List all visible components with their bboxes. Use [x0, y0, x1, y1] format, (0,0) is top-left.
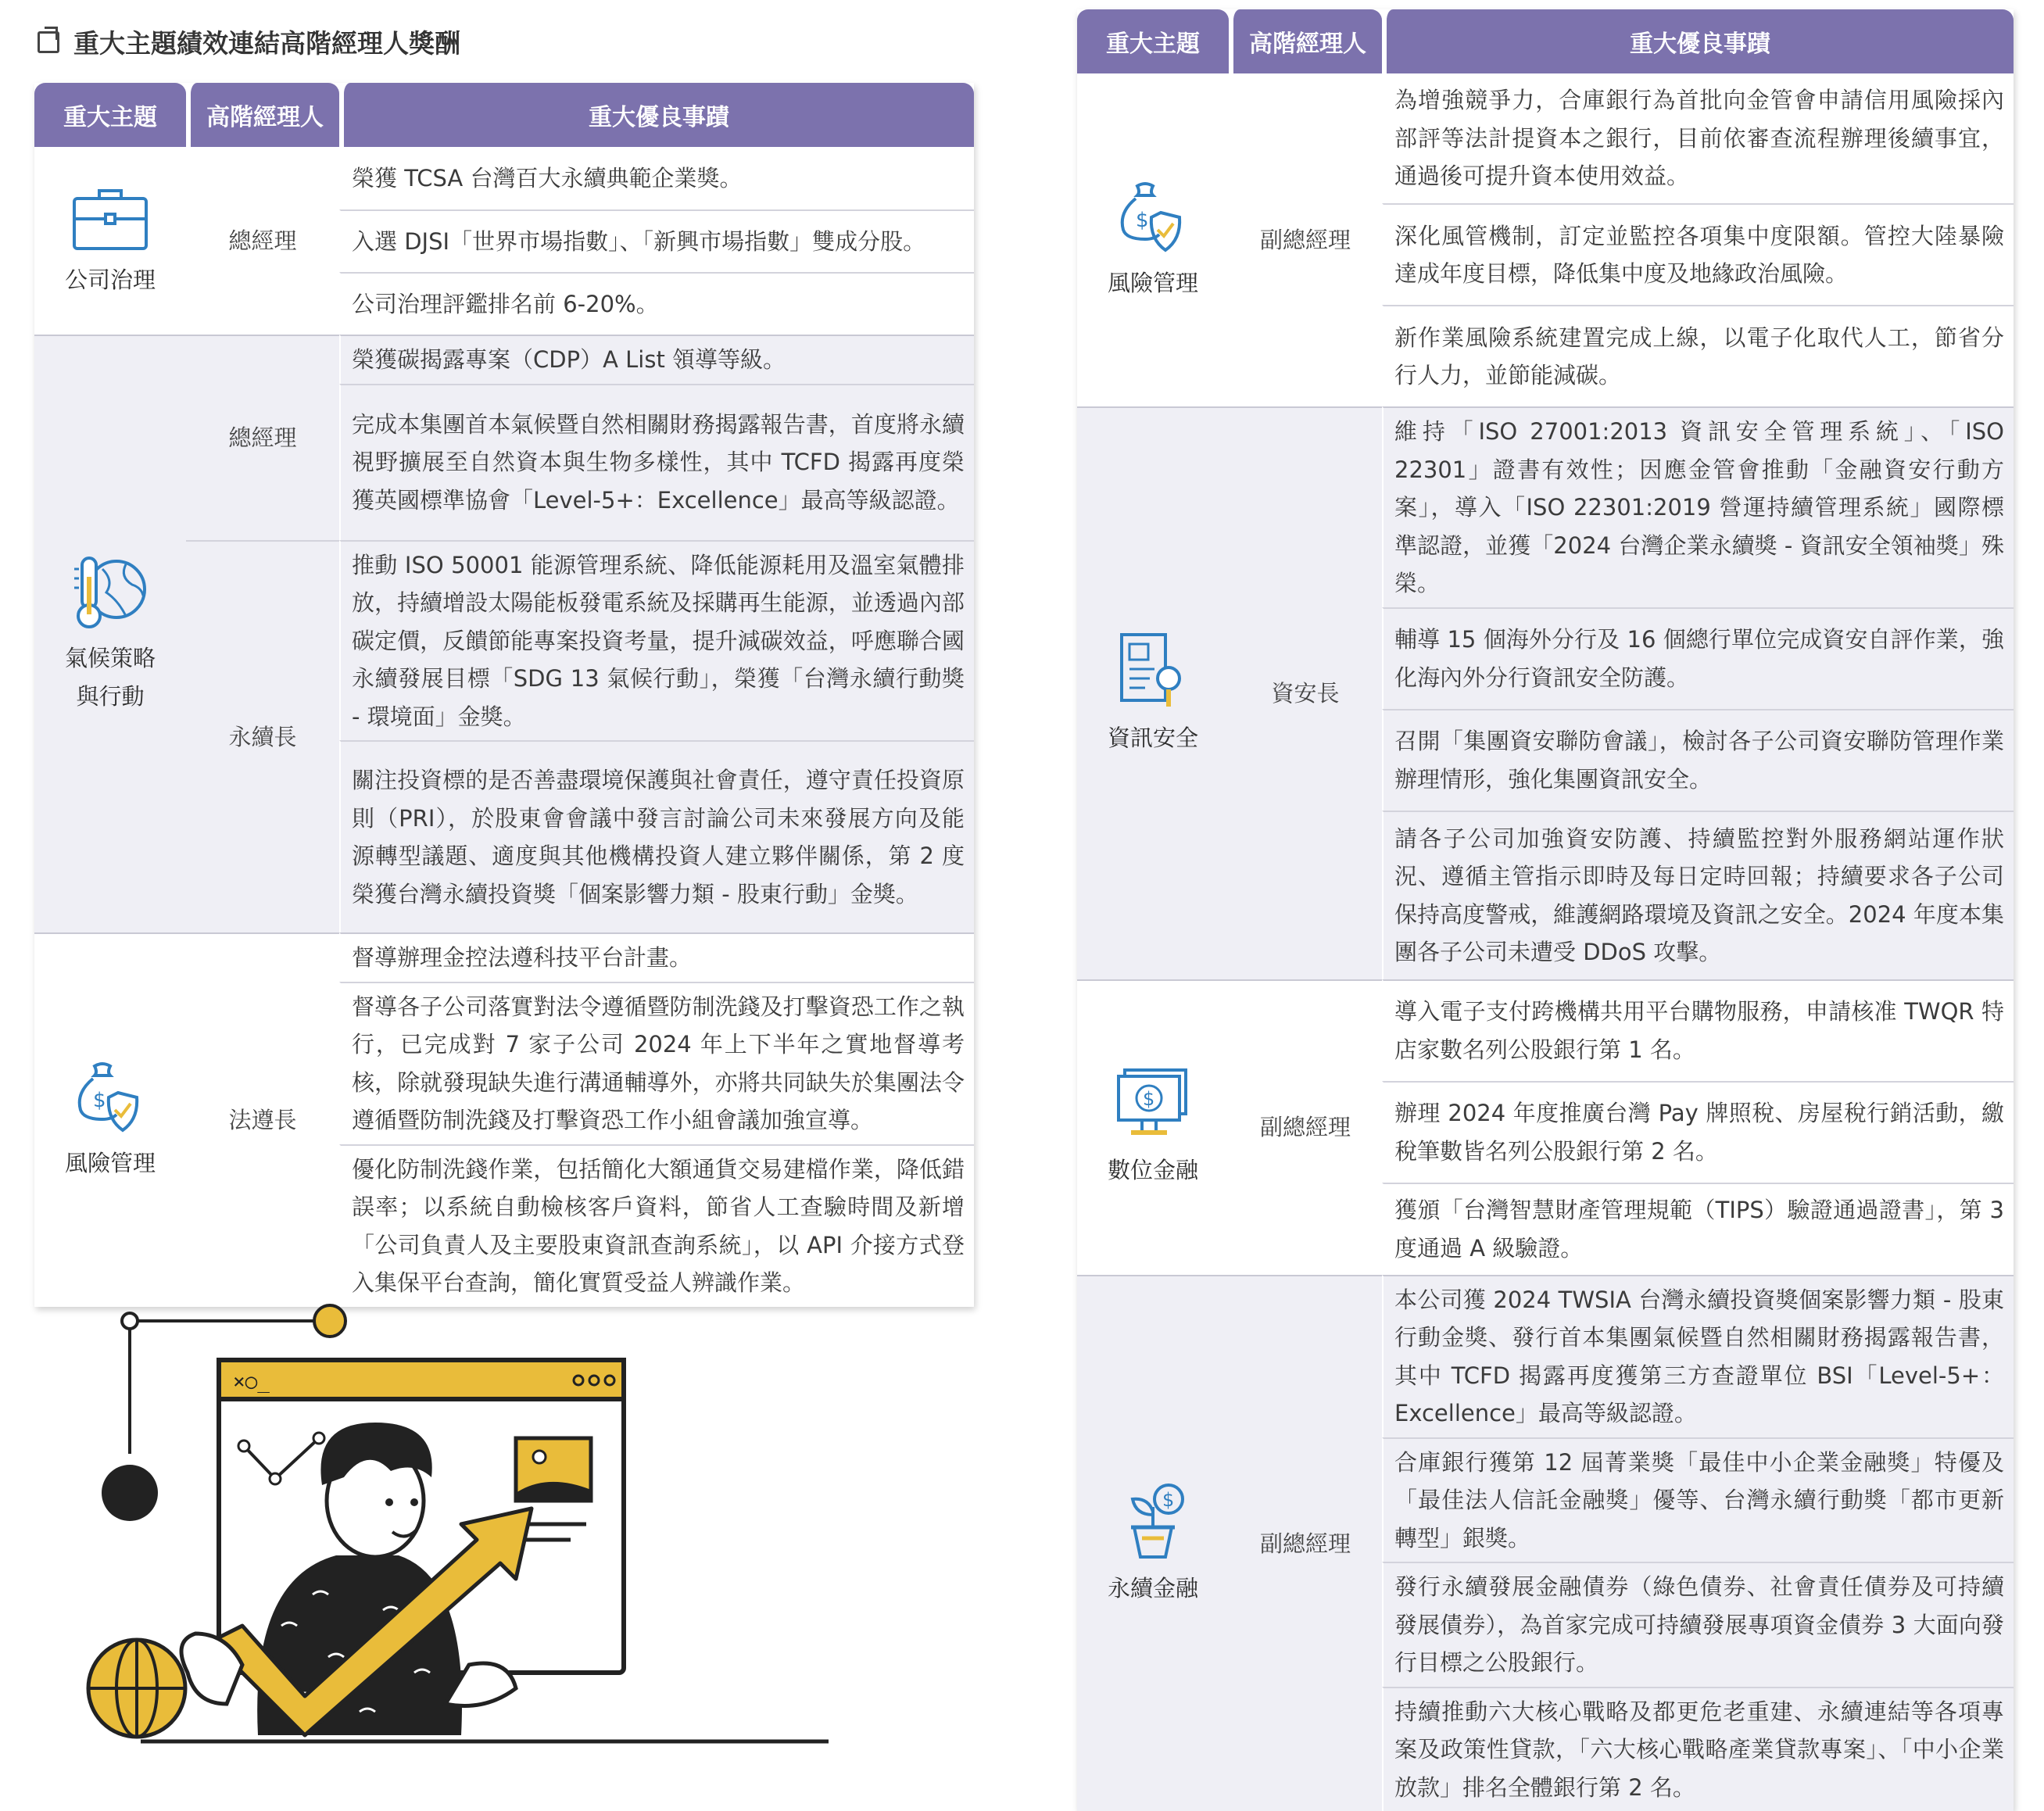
achievement-item: 推動 ISO 50001 能源管理系統、降低能源耗用及溫室氣體排放，持續增設太陽能板發電系統及採購再生能源，並透過內部碳定價，反饋節能專案投資考量，提升減碳效益，呼應聯合國永續發展目標「SDG 13 氣候行動」，榮獲「台灣永續行動獎 - 環境面」金獎。: [339, 540, 974, 741]
topic-cell: [1077, 406, 1229, 979]
page-title-text: 重大主題績效連結高階經理人獎酬: [73, 23, 460, 60]
executive-cell: 永續長: [186, 540, 339, 933]
achievement-item: 完成本集團首本氣候暨自然相關財務揭露報告書，首度將永續視野擴展至自然資本與生物多樣性，其中 TCFD 揭露再度榮獲英國標準協會「Level-5+：Excellence」最高等級認證。: [339, 384, 974, 540]
money-bag-shield-icon: [1114, 178, 1192, 256]
achievement-item: 新作業風險系統建置完成上線，以電子化取代人工，節省分行人力，並節能減碳。: [1382, 305, 2014, 406]
achievement-item: 入選 DJSI「世界市場指數」、「新興市場指數」雙成分股。: [339, 209, 974, 272]
svg-text:$: $: [93, 1089, 106, 1112]
executive-cell: 副總經理: [1229, 1275, 1382, 1811]
header-topic: 重大主題: [34, 83, 186, 147]
briefcase-icon: [71, 183, 149, 253]
topic-cell: [34, 932, 186, 1307]
header-executive: 高階經理人: [1229, 9, 1382, 73]
topic-cell: [34, 147, 186, 335]
document-icon: [38, 31, 59, 53]
topic-label: 永續金融: [1077, 1569, 1229, 1608]
document-search-icon: [1114, 630, 1192, 711]
achievement-item: 獲頒「台灣智慧財產管理規範（TIPS）驗證通過證書」，第 3 度通過 A 級驗證。: [1382, 1183, 2014, 1275]
achievement-item: 辦理 2024 年度推廣台灣 Pay 牌照稅、房屋稅行銷活動，繳稅筆數皆名列公股銀行第 2 名。: [1382, 1081, 2014, 1183]
executive-cell: 法遵長: [186, 932, 339, 1307]
achievement-item: 導入電子支付跨機構共用平台購物服務，申請核准 TWQR 特店家數名列公股銀行第 1 名。: [1382, 979, 2014, 1081]
achievement-item: 榮獲 TCSA 台灣百大永續典範企業獎。: [339, 147, 974, 209]
achievement-item: 優化防制洗錢作業，包括簡化大額通貨交易建檔作業，降低錯誤率；以系統自動檢核客戶資料，節省人工查驗時間及新增「公司負責人及主要股東資訊查詢系統」，以 API 介接方式登入集保平台查詢，簡化實質受益人辨識作業。: [339, 1144, 974, 1307]
achievement-item: 合庫銀行獲第 12 屆菁業獎「最佳中小企業金融獎」特優及「最佳法人信託金融獎」優等、台灣永續行動獎「都市更新轉型」銀獎。: [1382, 1437, 2014, 1562]
plant-pot-dollar-icon: [1114, 1480, 1192, 1562]
achievement-item: 為增強競爭力，合庫銀行為首批向金管會申請信用風險採內部評等法計提資本之銀行，目前依審查流程辦理後續事宜，通過後可提升資本使用效益。: [1382, 73, 2014, 203]
executive-cell: 副總經理: [1229, 979, 1382, 1275]
achievement-item: 關注投資標的是否善盡環境保護與社會責任，遵守責任投資原則（PRI），於股東會會議中發言討論公司未來發展方向及能源轉型議題、適度與其他機構投資人建立夥伴關係，第 2 度榮獲台灣永續投資獎「個案影響力類 - 股東行動」金獎。: [339, 740, 974, 932]
svg-text:$: $: [1143, 1088, 1154, 1110]
topic-label: 風險管理: [1077, 264, 1229, 302]
money-bag-shield-icon: [71, 1058, 149, 1136]
achievement-item: 督導各子公司落實對法令遵循暨防制洗錢及打擊資恐工作之執行，已完成對 7 家子公司 2024 年上下半年之實地督導考核，除就發現缺失進行溝通輔導外，亦將共同缺失於集團法令遵循暨防制洗錢及打擊資恐工作小組會議加強宣導。: [339, 982, 974, 1144]
topic-label-line2: 與行動: [34, 678, 186, 716]
achievement-item: 維持「ISO 27001:2013 資訊安全管理系統」、「ISO 22301」證書有效性；因應金管會推動「金融資安行動方案」，導入「ISO 22301:2019 營運持續管理系統」國際標準認證，並獲「2024 台灣企業永續獎 - 資訊安全領袖獎」殊榮。: [1382, 406, 2014, 607]
svg-text:$: $: [1136, 209, 1149, 232]
topic-cell: [1077, 1275, 1229, 1811]
topic-label-line1: 氣候策略: [34, 639, 186, 678]
achievement-item: 持續推動六大核心戰略及都更危老重建、永續連結等各項專案及政策性貸款，「六大核心戰略產業貸款專案」、「中小企業放款」排名全體銀行第 2 名。: [1382, 1687, 2014, 1811]
achievement-item: 榮獲碳揭露專案（CDP）A List 領導等級。: [339, 335, 974, 384]
header-executive: 高階經理人: [186, 83, 339, 147]
topic-cell: [34, 335, 186, 932]
topic-cell: [1077, 979, 1229, 1275]
header-topic: 重大主題: [1077, 9, 1229, 73]
header-achievements: 重大優良事蹟: [1382, 9, 2014, 73]
topic-label: 數位金融: [1077, 1151, 1229, 1190]
left-awards-table: [34, 83, 974, 1307]
computer-dollar-icon: [1114, 1065, 1192, 1144]
achievement-item: 發行永續發展金融債券（綠色債券、社會責任債券及可持續發展債券），為首家完成可持續發展專項資金債券 3 大面向發行目標之公股銀行。: [1382, 1562, 2014, 1687]
growth-illustration: [78, 1297, 844, 1759]
topic-label: 風險管理: [34, 1144, 186, 1183]
achievement-item: 公司治理評鑑排名前 6-20%。: [339, 272, 974, 335]
topic-cell: [1077, 73, 1229, 406]
header-achievements: 重大優良事蹟: [339, 83, 974, 147]
achievement-item: 召開「集團資安聯防會議」，檢討各子公司資安聯防管理作業辦理情形，強化集團資訊安全。: [1382, 709, 2014, 811]
achievement-item: 輔導 15 個海外分行及 16 個總行單位完成資安自評作業，強化海內外分行資訊安全防護。: [1382, 607, 2014, 709]
achievement-item: 請各子公司加強資安防護、持續監控對外服務網站運作狀況、遵循主管指示即時及每日定時回報；持續要求各子公司保持高度警戒，維護網路環境及資訊之安全。2024 年度本集團各子公司未遭受 DDoS 攻擊。: [1382, 811, 2014, 979]
executive-cell: 副總經理: [1229, 73, 1382, 406]
thermometer-globe-icon: [71, 553, 149, 632]
right-awards-table: [1077, 9, 2014, 1811]
svg-text:$: $: [1162, 1489, 1174, 1511]
achievement-item: 本公司獲 2024 TWSIA 台灣永續投資獎個案影響力類 - 股東行動金獎、發行首本集團氣候暨自然相關財務揭露報告書，其中 TCFD 揭露再度獲第三方查證單位 BSI「Level-5+：Excellence」最高等級認證。: [1382, 1275, 2014, 1437]
topic-label: 公司治理: [34, 261, 186, 299]
page-title: [38, 23, 460, 60]
achievement-item: 深化風管機制，訂定並監控各項集中度限額。管控大陸暴險達成年度目標，降低集中度及地緣政治風險。: [1382, 203, 2014, 305]
achievement-item: 督導辦理金控法遵科技平台計畫。: [339, 932, 974, 982]
svg-text:×○_: ×○_: [233, 1370, 270, 1394]
executive-cell: 資安長: [1229, 406, 1382, 979]
executive-cell: 總經理: [186, 147, 339, 335]
topic-label: 資訊安全: [1077, 719, 1229, 757]
executive-cell: 總經理: [186, 335, 339, 540]
